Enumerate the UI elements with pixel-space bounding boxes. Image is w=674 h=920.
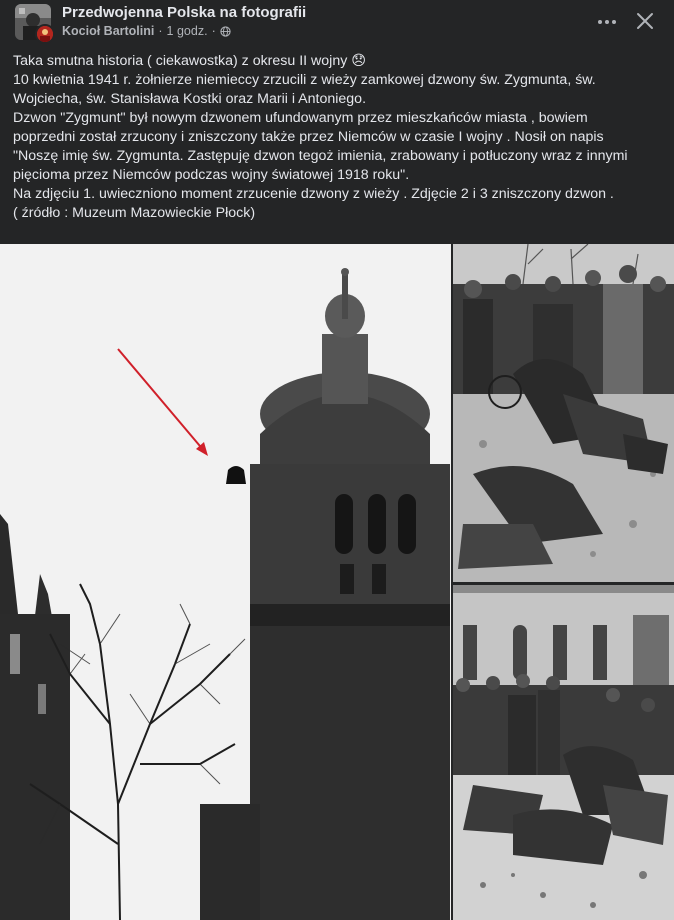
post-text-line: Wojciecha, św. Stanisława Kostki oraz Marii i Antoniego. — [13, 91, 367, 107]
author-avatar[interactable] — [35, 24, 55, 44]
close-icon — [636, 12, 654, 30]
close-button[interactable] — [630, 6, 660, 36]
more-horizontal-icon — [597, 19, 617, 25]
meta-separator: · — [158, 24, 163, 38]
post-text-line: 10 kwietnia 1941 r. żołnierze niemieccy zrzucili z wieży zamkowej dzwony św. Zygmunta, św. — [13, 72, 596, 88]
photo-grid — [0, 244, 674, 920]
photo-broken-bell-crowd[interactable] — [453, 244, 674, 582]
globe-icon — [220, 26, 231, 37]
page-avatar[interactable] — [15, 4, 51, 40]
post-timestamp[interactable]: 1 godz. — [166, 24, 208, 38]
photo-bell-debris-street[interactable] — [453, 585, 674, 920]
meta-separator: · — [211, 24, 216, 38]
photo-tower-bell-drop[interactable] — [0, 244, 451, 920]
more-options-button[interactable] — [592, 8, 622, 36]
post-text-line: poprzedni został zrzucony i zniszczony także przez Niemców w czasie I wojny . Nosił on napis — [13, 129, 604, 145]
post-meta — [62, 24, 231, 38]
post-text-line: ( źródło : Muzeum Mazowieckie Płock) — [13, 205, 256, 221]
post-text-line: pięcioma przez Niemców podczas wojny światowej 1918 roku". — [13, 167, 410, 183]
author-name-link[interactable]: Kocioł Bartolini — [62, 24, 155, 38]
post-body-text — [13, 52, 663, 223]
post-text-line: Taka smutna historia ( ciekawostka) z okresu II wojny 😞 — [13, 53, 367, 69]
post-header — [0, 0, 674, 48]
post-text-line: Dzwon "Zygmunt" był nowym dzwonem ufundowanym przez mieszkańców miasta , bowiem — [13, 110, 588, 126]
page-name-link[interactable]: Przedwojenna Polska na fotografii — [62, 4, 307, 21]
post-text-line: "Noszę imię św. Zygmunta. Zastępuję dzwon tegoż imienia, zrabowany i potłuczony wraz z innymi — [13, 148, 628, 164]
post-text-line: Na zdjęciu 1. uwieczniono moment zrzucenie dzwony z wieży . Zdjęcie 2 i 3 zniszczony dzwon . — [13, 186, 614, 202]
